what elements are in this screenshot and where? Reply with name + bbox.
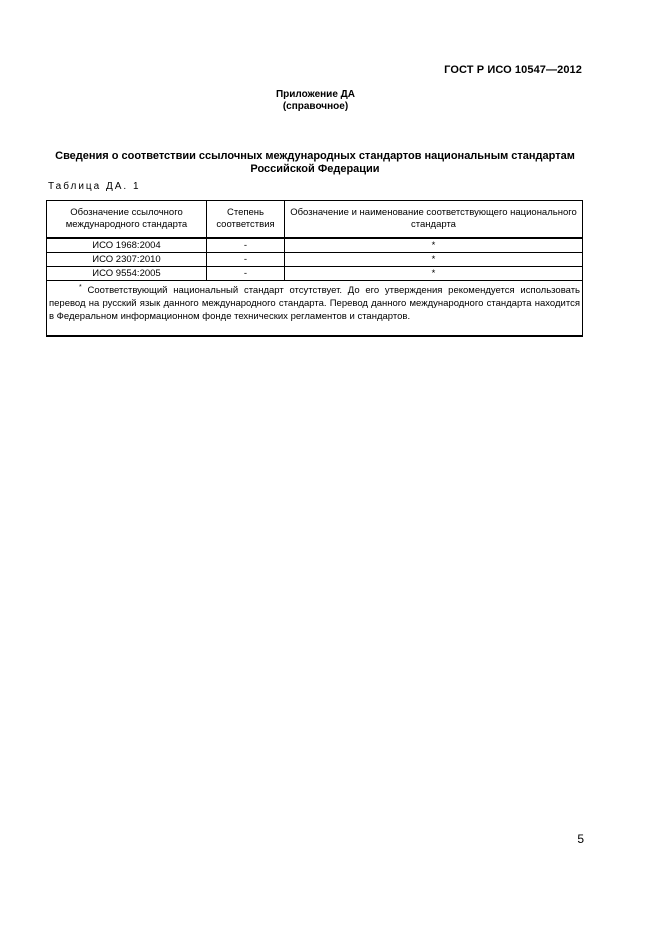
page-number: 5 [577, 832, 584, 846]
cell-ref: ИСО 1968:2004 [47, 238, 207, 253]
cell-ref: ИСО 9554:2005 [47, 267, 207, 281]
table-footnote [47, 281, 583, 337]
section-title-line1: Сведения о соответствии ссылочных международных стандартов национальным стандартам [55, 150, 575, 162]
table-row [47, 267, 583, 281]
cell-degree: - [207, 267, 285, 281]
footnote-mark: * [79, 283, 82, 291]
annex-heading [0, 89, 631, 113]
table-label: Таблица ДА. 1 [48, 181, 141, 192]
footnote-text: Соответствующий национальный стандарт отсутствует. До его утверждения рекомендуется использовать перевод на русский язык данного международного стандарта. Перевод данного международного стандарта находится в Федеральном информационном фонде технических регламентов и стандартов. [49, 285, 581, 322]
annex-title: Приложение ДА [275, 89, 356, 100]
annex-subtitle: (справочное) [282, 101, 349, 112]
table-footnote-row [47, 281, 583, 337]
cell-ref: ИСО 2307:2010 [47, 253, 207, 267]
section-title [40, 150, 590, 176]
header-international-standard: Обозначение ссылочного международного стандарта [47, 201, 207, 239]
header-degree: Степень соответствия [207, 201, 285, 239]
standard-designation: ГОСТ Р ИСО 10547—2012 [444, 64, 582, 76]
cell-degree: - [207, 238, 285, 253]
table-row [47, 253, 583, 267]
table-header-row [47, 201, 583, 239]
table-row [47, 238, 583, 253]
cell-national: * [285, 267, 583, 281]
section-title-line2: Российской Федерации [250, 163, 380, 175]
cell-national: * [285, 238, 583, 253]
cell-degree: - [207, 253, 285, 267]
correspondence-table [46, 200, 583, 337]
header-national-standard: Обозначение и наименование соответствующего национального стандарта [285, 201, 583, 239]
cell-national: * [285, 253, 583, 267]
